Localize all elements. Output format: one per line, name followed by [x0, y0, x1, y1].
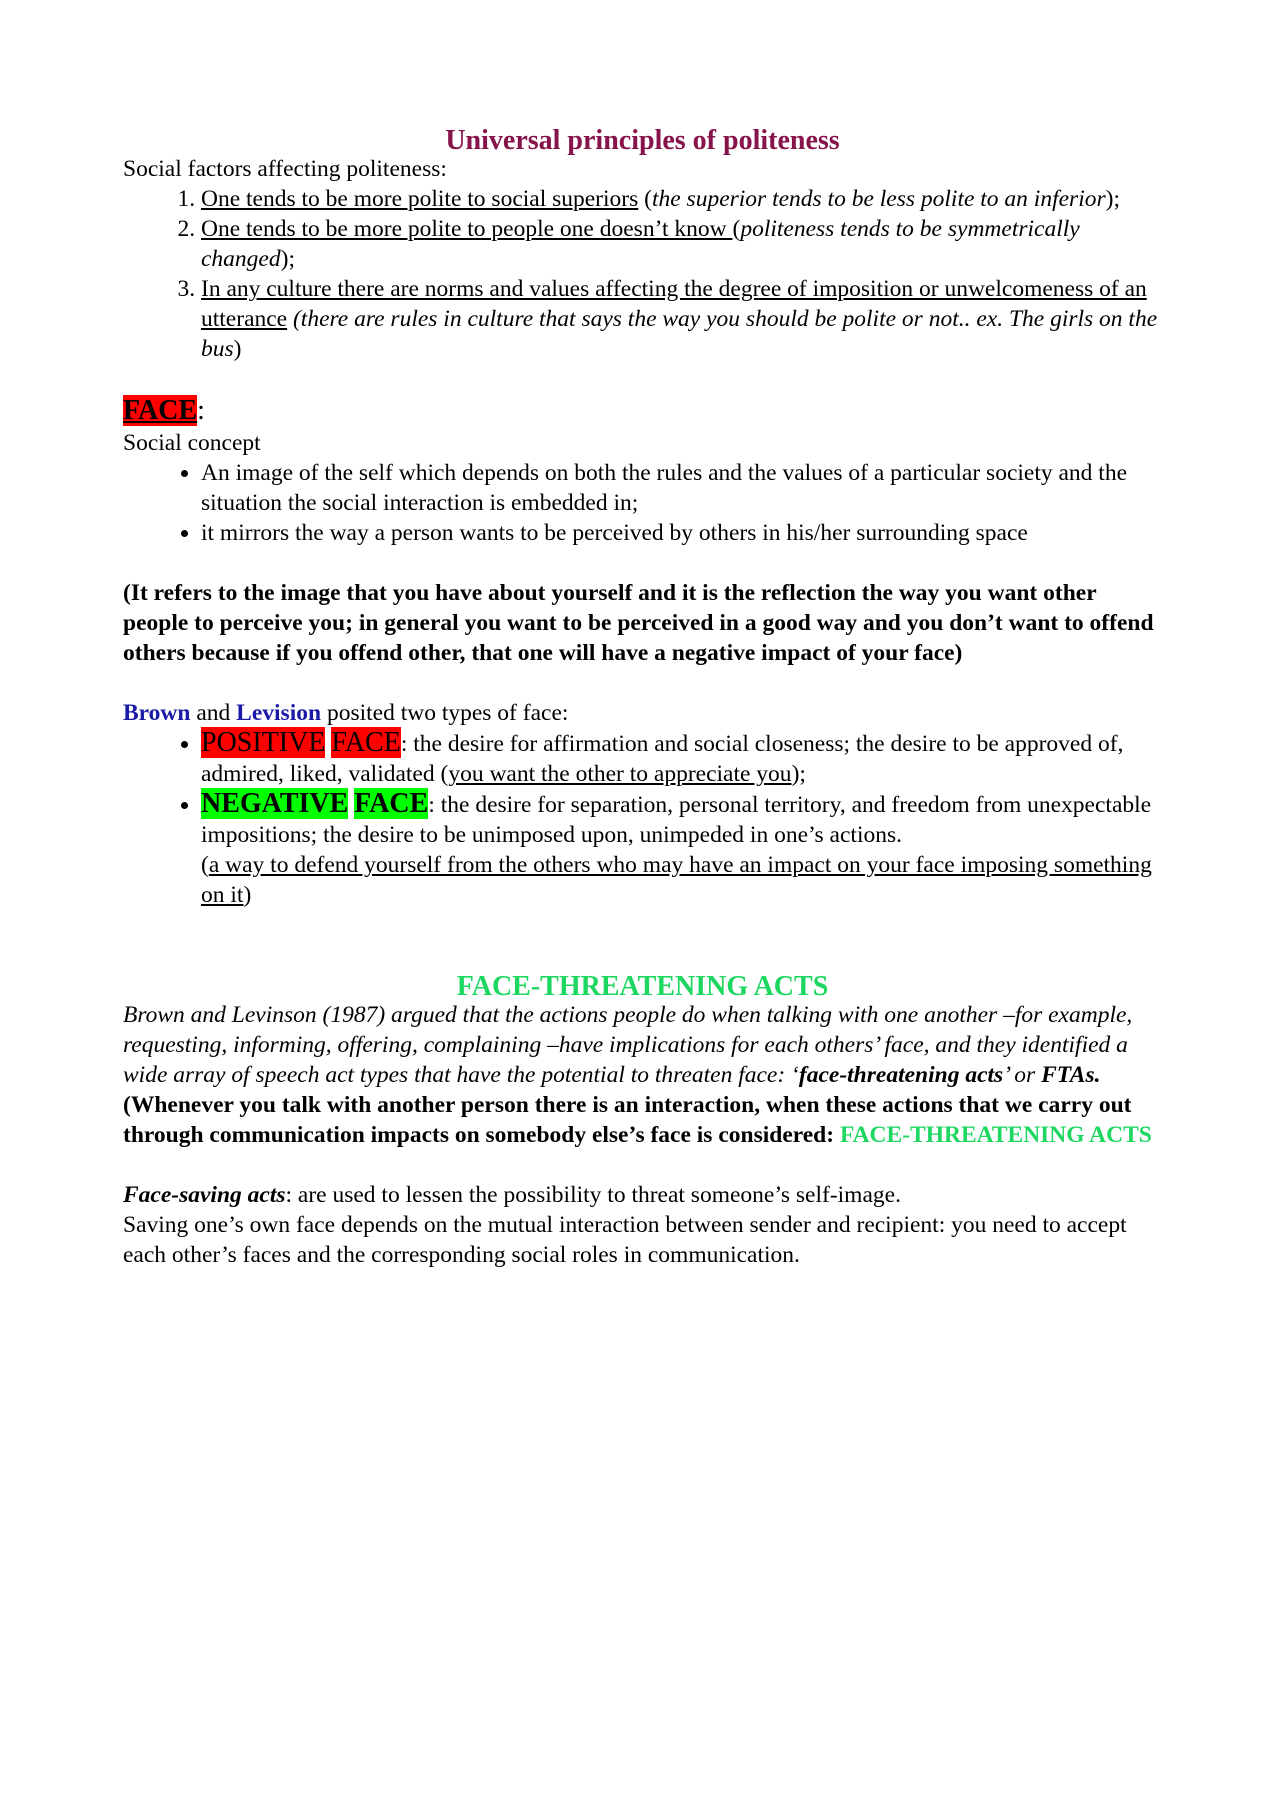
negative-face-item: • NEGATIVE FACE: the desire for separation, personal territory, and freedom from unexpectable impositions; the desire to be unimposed upon, unimpeded in one’s actions. (a way to defend yourself from the others who may have an impact on your face imposing something on it) — [201, 789, 1162, 910]
spacer — [123, 548, 1162, 578]
face-saving-term: Face-saving acts — [123, 1182, 286, 1208]
face-highlight: FACE — [354, 788, 429, 819]
list-item: 1. One tends to be more polite to social superiors (the superior tends to be less polite to an inferior); — [201, 184, 1162, 214]
face-highlight: FACE — [331, 727, 401, 758]
fta-title: FACE-THREATENING ACTS — [456, 971, 829, 1002]
list-item: 2. One tends to be more polite to people one doesn’t know (politeness tends to be symmetrically changed); — [201, 214, 1162, 274]
factor-italic: the superior tends to be less polite to an inferior — [651, 186, 1106, 212]
spacer — [123, 1150, 1162, 1180]
face-label-highlight: FACE — [123, 395, 198, 426]
factor-italic: politeness tends to be symmetrically changed — [201, 216, 1080, 272]
author-brown: Brown — [123, 700, 191, 726]
fta-paragraph: Brown and Levinson (1987) argued that the actions people do when talking with one another –for example, requesting, informing, offering, complaining –have implications for each others’ face, and they identified a wide array of speech act types that have the potential to threaten face: ‘face-threatening acts’ or FTAs. — [123, 1002, 1133, 1088]
negative-underlined: a way to defend yourself from the others who may have an impact on your face imposing something on it — [201, 852, 1152, 908]
fta-note: (Whenever you talk with another person there is an interaction, when these actions that we carry out through communication impacts on somebody else’s face is considered: FACE-THREATENING ACTS — [123, 1092, 1152, 1148]
list-item: 3. In any culture there are norms and values affecting the degree of imposition or unwelcomeness of an utterance (there are rules in culture that says the way you should be polite or not.. ex. The girls on the bus) — [201, 274, 1162, 364]
face-saving-paragraph: Saving one’s own face depends on the mutual interaction between sender and recipient: you need to accept each other’s faces and the corresponding social roles in communication. — [123, 1212, 1127, 1268]
face-types-intro: Brown and Levision posited two types of face: — [123, 700, 569, 726]
spacer — [123, 910, 1162, 970]
fta-note-highlight: FACE-THREATENING ACTS — [839, 1122, 1152, 1148]
list-item: • An image of the self which depends on both the rules and the values of a particular society and the situation the social interaction is embedded in; — [201, 458, 1162, 518]
fta-term: face-threatening acts — [798, 1062, 1004, 1088]
spacer — [123, 668, 1162, 698]
positive-highlight: POSITIVE — [201, 727, 326, 758]
page-title: Universal principles of politeness — [445, 125, 840, 156]
face-note: (It refers to the image that you have about yourself and it is the reflection the way you want other people to perceive you; in general you want to be perceived in a good way and you don’t want to offend others because if you offend other, that one will have a negative impact of your face) — [123, 580, 1154, 666]
list-item: • it mirrors the way a person wants to be perceived by others in his/her surrounding space — [201, 518, 1162, 548]
factor-underlined: In any culture there are norms and values affecting the degree of imposition or unwelcomeness of an utterance — [201, 276, 1147, 332]
social-factors-list — [123, 184, 1162, 364]
face-subtitle: Social concept — [123, 430, 261, 456]
intro-text: Social factors affecting politeness: — [123, 156, 447, 182]
positive-underlined: you want the other to appreciate you — [448, 761, 792, 787]
positive-face-item: • POSITIVE FACE: the desire for affirmation and social closeness; the desire to be approved of, admired, liked, validated (you want the other to appreciate you); — [201, 728, 1162, 789]
spacer — [123, 364, 1162, 394]
face-bullets — [123, 458, 1162, 548]
factor-underlined: One tends to be more polite to people one doesn’t know — [201, 216, 733, 242]
factor-underlined: One tends to be more polite to social superiors — [201, 186, 639, 212]
factor-italic: (there are rules in culture that says the way you should be polite or not.. ex. The girls on the bus — [201, 306, 1158, 362]
face-saving-definition: Face-saving acts: are used to lessen the possibility to threat someone’s self-image. — [123, 1182, 901, 1208]
negative-highlight: NEGATIVE — [201, 788, 349, 819]
face-types-list — [123, 728, 1162, 910]
face-heading: FACE: — [123, 395, 205, 426]
author-levision: Levision — [236, 700, 322, 726]
fta-abbr: FTAs. — [1041, 1062, 1101, 1088]
